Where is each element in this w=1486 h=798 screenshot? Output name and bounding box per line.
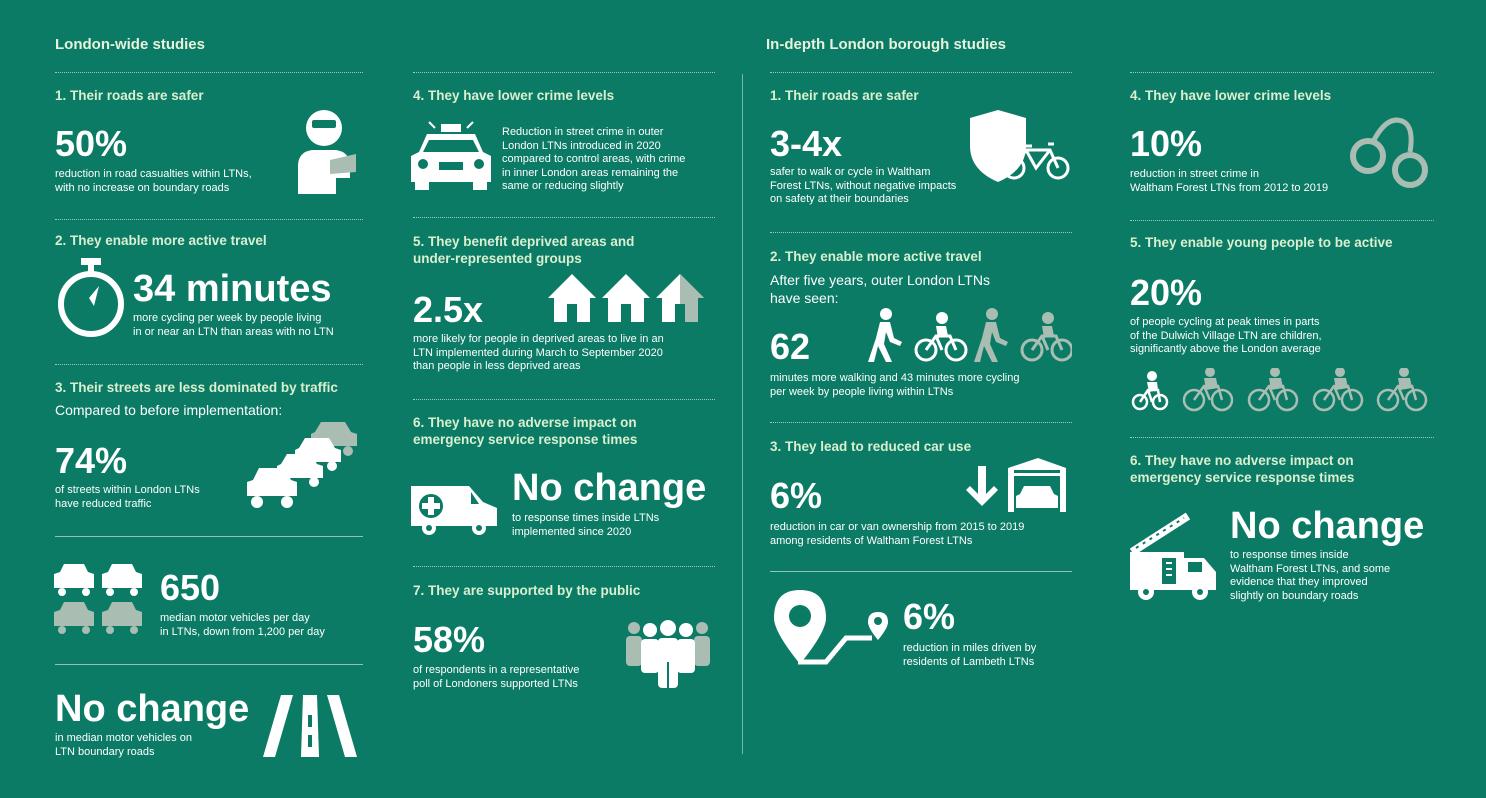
cyclists-icon <box>1130 368 1430 412</box>
borough-heading: In-depth London borough studies <box>766 36 1006 53</box>
police-car-icon <box>411 118 491 192</box>
stat-description: of streets within London LTNs have reduced traffic <box>55 484 200 510</box>
crowd-icon <box>620 618 716 690</box>
stat-description: reduction in street crime in Waltham Forest LTNs from 2012 to 2019 <box>1130 168 1329 194</box>
separator <box>770 72 1072 73</box>
stat-description: of respondents in a representative poll of Londoners supported LTNs <box>413 664 580 690</box>
stat-description: Reduction in street crime in outer London LTNs introduced in 2020 compared to control areas, with crime in inner London areas remaining the same or reducing slightly <box>502 126 686 192</box>
separator <box>413 566 715 567</box>
section-title: 1. Their roads are safer <box>55 88 204 103</box>
section-intro: Compared to before implementation: <box>55 402 283 418</box>
stat-value: No change <box>512 467 707 509</box>
separator <box>413 72 715 73</box>
stat-description: reduction in car or van ownership from 2015 to 2019 among residents of Waltham Forest LTNs <box>770 521 1025 547</box>
section-title: 5. They enable young people to be active <box>1130 235 1393 250</box>
stat-description: safer to walk or cycle in Waltham Forest LTNs, without negative impacts on safety at their boundaries <box>770 166 957 205</box>
stat-value: No change <box>55 688 250 730</box>
separator <box>770 232 1072 233</box>
section-intro: After five years, outer London LTNs have seen: <box>770 272 990 306</box>
separator <box>1130 72 1434 73</box>
stat-description: more cycling per week by people living in or near an LTN than areas with no LTN <box>133 312 334 338</box>
separator <box>770 422 1072 423</box>
section-title: 3. They lead to reduced car use <box>770 439 972 454</box>
ambulance-icon <box>411 482 499 536</box>
separator <box>1130 437 1434 438</box>
separator <box>413 217 715 218</box>
stat-description: of people cycling at peak times in parts of the Dulwich Village LTN are children, significantly above the London average <box>1130 316 1322 355</box>
traffic-queue-icon <box>245 418 360 510</box>
separator <box>413 399 715 400</box>
stat-value: 50% <box>55 123 128 164</box>
stat-value: 3-4x <box>770 123 843 164</box>
stat-description: more likely for people in deprived areas to live in an LTN implemented during March to September 2020 than people in less deprived areas <box>413 333 664 372</box>
stat-value: 2.5x <box>413 289 484 330</box>
section-title: 2. They enable more active travel <box>55 233 267 248</box>
stat-description: reduction in miles driven by residents of Lambeth LTNs <box>903 642 1037 668</box>
garage-car-icon <box>966 458 1066 514</box>
stat-value: 34 minutes <box>133 268 332 310</box>
walk-cycle-icon <box>866 308 1072 364</box>
section-title: 7. They are supported by the public <box>413 583 641 598</box>
section-title: 4. They have lower crime levels <box>1130 88 1332 103</box>
stat-value: 62 <box>770 326 811 367</box>
column-divider <box>742 74 743 754</box>
stat-value: 58% <box>413 619 486 660</box>
section-title: 2. They enable more active travel <box>770 249 982 264</box>
section-title: 1. Their roads are safer <box>770 88 919 103</box>
cars-icon <box>54 562 144 638</box>
houses-icon <box>546 272 712 324</box>
stat-description: in median motor vehicles on LTN boundary roads <box>55 732 192 758</box>
separator <box>55 664 363 665</box>
section-title: 6. They have no adverse impact on emergency service response times <box>1130 453 1355 485</box>
stat-value: 20% <box>1130 272 1203 313</box>
stat-description: to response times inside Waltham Forest LTNs, and some evidence that they improved slightly on boundary roads <box>1230 549 1391 602</box>
shield-bicycle-icon <box>968 110 1072 184</box>
stat-description: median motor vehicles per day in LTNs, down from 1,200 per day <box>160 612 325 638</box>
separator <box>55 72 363 73</box>
road-icon <box>263 695 357 757</box>
separator <box>770 571 1072 572</box>
stat-value: 6% <box>903 596 956 637</box>
handcuffs-icon <box>1348 112 1430 192</box>
section-title: 4. They have lower crime levels <box>413 88 615 103</box>
stat-value: 650 <box>160 567 221 608</box>
separator <box>55 219 363 220</box>
stat-description: minutes more walking and 43 minutes more cycling per week by people living within LTNs <box>770 372 1020 398</box>
fire-engine-icon <box>1128 512 1220 602</box>
stat-value: 6% <box>770 475 823 516</box>
injured-person-icon <box>290 108 356 194</box>
stat-value: No change <box>1230 505 1425 547</box>
stopwatch-icon <box>51 258 131 338</box>
separator <box>55 364 363 365</box>
london-wide-heading: London-wide studies <box>55 36 205 53</box>
section-title: 5. They benefit deprived areas and under-represented groups <box>413 234 635 266</box>
map-pin-route-icon <box>772 590 890 666</box>
stat-value: 10% <box>1130 123 1203 164</box>
separator <box>55 536 363 537</box>
section-title: 6. They have no adverse impact on emergency service response times <box>413 415 638 447</box>
stat-description: reduction in road casualties within LTNs, with no increase on boundary roads <box>55 168 252 194</box>
stat-value: 74% <box>55 440 128 481</box>
section-title: 3. Their streets are less dominated by traffic <box>55 380 338 395</box>
stat-description: to response times inside LTNs implemented since 2020 <box>512 512 660 538</box>
separator <box>1130 220 1434 221</box>
